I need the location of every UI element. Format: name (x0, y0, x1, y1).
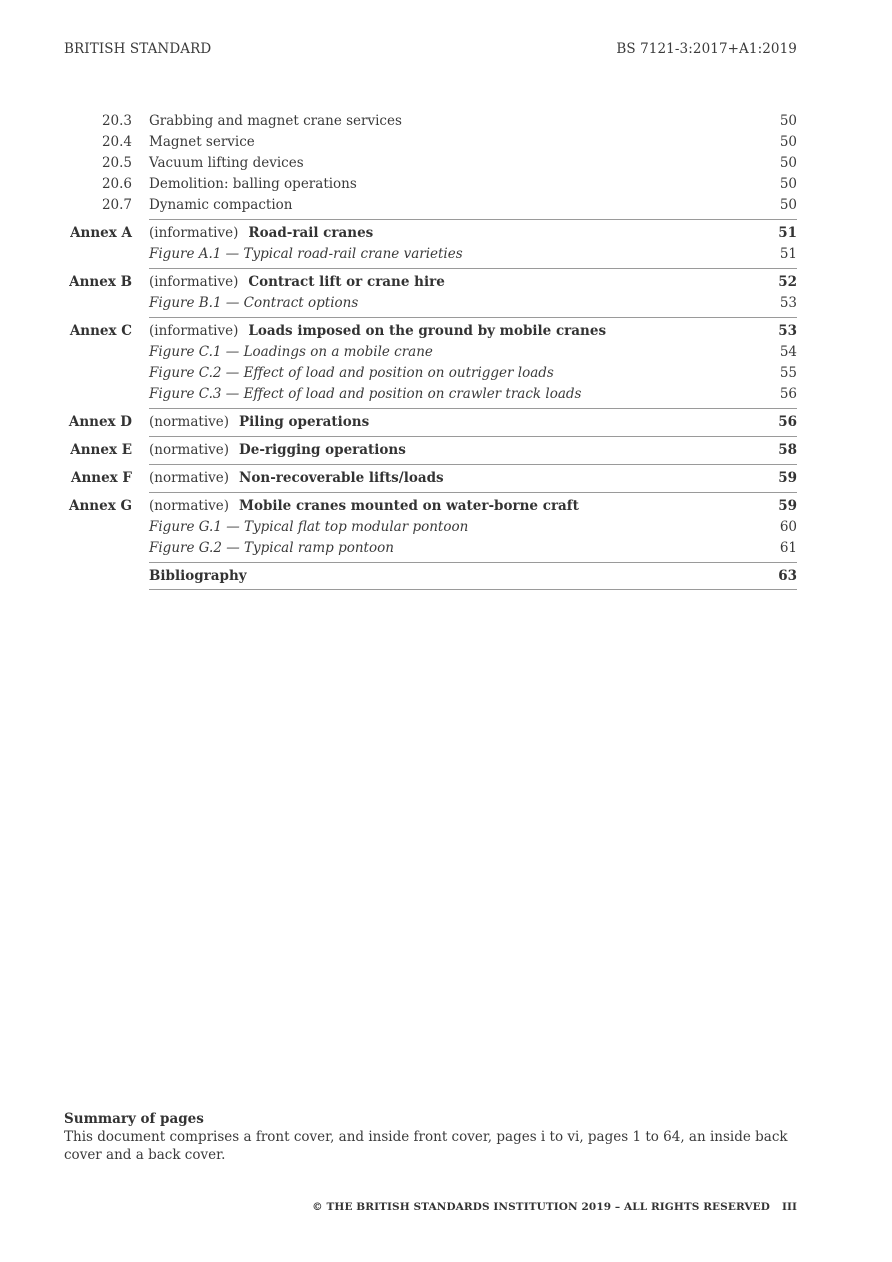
clause-title: Demolition: balling operations (149, 176, 357, 192)
page-number: 54 (779, 344, 797, 360)
annex-f-group (64, 464, 797, 492)
annex-kind: (informative) (149, 274, 239, 290)
toc-entry-figure[interactable] (64, 517, 797, 538)
annex-label: Annex E (70, 442, 132, 458)
page-number: 58 (778, 442, 797, 458)
toc-entry[interactable] (64, 153, 797, 174)
toc-entry-figure[interactable] (64, 293, 797, 314)
toc-entry-figure[interactable] (64, 342, 797, 363)
toc-entry-annex-g[interactable] (64, 496, 797, 517)
clause-title: Vacuum lifting devices (149, 155, 304, 171)
toc-entry-figure[interactable] (64, 384, 797, 405)
page-number: 50 (779, 134, 797, 150)
annex-label: Annex G (69, 498, 132, 514)
annex-kind: (normative) (149, 498, 230, 514)
page-number: 55 (779, 365, 797, 381)
page-number: 60 (779, 519, 797, 535)
copyright-notice: © THE BRITISH STANDARDS INSTITUTION 2019 – ALL RIGHTS RESERVED (312, 1201, 770, 1213)
clause-number: 20.4 (101, 134, 132, 150)
annex-label: Annex B (69, 274, 132, 290)
toc-entry-figure[interactable] (64, 538, 797, 559)
annex-kind: (normative) (149, 470, 230, 486)
figure-title: Figure C.3 — Effect of load and position on crawler track loads (149, 386, 582, 402)
annex-label: Annex F (70, 470, 132, 486)
footer-page-number: III (781, 1201, 797, 1213)
toc-entry-annex-f[interactable] (64, 468, 797, 489)
toc-entry-annex-a[interactable] (64, 223, 797, 244)
annex-title: Mobile cranes mounted on water-borne craft (239, 498, 579, 514)
figure-title: Figure A.1 — Typical road-rail crane varieties (149, 246, 463, 262)
table-of-contents (64, 111, 797, 590)
summary-title: Summary of pages (64, 1111, 204, 1127)
toc-entry[interactable] (64, 132, 797, 153)
annex-title: Non-recoverable lifts/loads (239, 470, 444, 486)
page-number: 52 (778, 274, 797, 290)
toc-entry-figure[interactable] (64, 363, 797, 384)
clause-list (64, 111, 797, 219)
header-right: BS 7121-3:2017+A1:2019 (616, 41, 797, 57)
page-number: 56 (778, 414, 797, 430)
header-left: BRITISH STANDARD (64, 41, 212, 57)
annex-g-group (64, 492, 797, 562)
clause-title: Dynamic compaction (149, 197, 293, 213)
page-number: 53 (779, 295, 797, 311)
page-number: 59 (778, 498, 797, 514)
annex-title: Road-rail cranes (248, 225, 374, 241)
figure-title: Figure B.1 — Contract options (149, 295, 359, 311)
clause-title: Magnet service (149, 134, 255, 150)
annex-d-group (64, 408, 797, 436)
summary-of-pages (64, 1110, 804, 1164)
toc-entry[interactable] (64, 195, 797, 216)
page-number: 53 (778, 323, 797, 339)
annex-kind: (informative) (149, 225, 239, 241)
annex-title: Loads imposed on the ground by mobile cranes (248, 323, 607, 339)
toc-entry-annex-b[interactable] (64, 272, 797, 293)
bibliography-title: Bibliography (149, 568, 247, 584)
toc-entry-annex-e[interactable] (64, 440, 797, 461)
toc-entry-annex-d[interactable] (64, 412, 797, 433)
page-header (64, 41, 797, 57)
annex-label: Annex C (69, 323, 132, 339)
annex-b-group (64, 268, 797, 317)
page-number: 51 (779, 246, 797, 262)
page-number: 50 (779, 113, 797, 129)
page-footer (312, 1201, 797, 1213)
clause-title: Grabbing and magnet crane services (149, 113, 402, 129)
page-number: 56 (779, 386, 797, 402)
annex-e-group (64, 436, 797, 464)
toc-entry-bibliography[interactable] (64, 566, 797, 587)
page-number: 50 (779, 176, 797, 192)
annex-title: Contract lift or crane hire (248, 274, 445, 290)
toc-entry-annex-c[interactable] (64, 321, 797, 342)
clause-number: 20.7 (101, 197, 132, 213)
toc-entry-figure[interactable] (64, 244, 797, 265)
annex-c-group (64, 317, 797, 408)
annex-label: Annex A (70, 225, 132, 241)
annex-label: Annex D (68, 414, 132, 430)
annex-kind: (informative) (149, 323, 239, 339)
toc-entry[interactable] (64, 111, 797, 132)
annex-title: Piling operations (239, 414, 370, 430)
bibliography-group (64, 562, 797, 590)
page-number: 51 (778, 225, 797, 241)
figure-title: Figure C.2 — Effect of load and position on outrigger loads (149, 365, 554, 381)
annex-kind: (normative) (149, 414, 230, 430)
page-number: 50 (779, 197, 797, 213)
annex-kind: (normative) (149, 442, 230, 458)
clause-number: 20.3 (101, 113, 132, 129)
annex-a-group (64, 219, 797, 268)
annex-title: De-rigging operations (239, 442, 406, 458)
figure-title: Figure G.2 — Typical ramp pontoon (149, 540, 394, 556)
page-number: 50 (779, 155, 797, 171)
toc-entry[interactable] (64, 174, 797, 195)
clause-number: 20.5 (101, 155, 132, 171)
clause-number: 20.6 (101, 176, 132, 192)
summary-text: This document comprises a front cover, and inside front cover, pages i to vi, pages 1 to 64, an inside back cover and a back cover. (64, 1129, 788, 1163)
figure-title: Figure G.1 — Typical flat top modular pontoon (149, 519, 469, 535)
figure-title: Figure C.1 — Loadings on a mobile crane (149, 344, 433, 360)
page-number: 61 (779, 540, 797, 556)
page-number: 59 (778, 470, 797, 486)
page-number: 63 (778, 568, 797, 584)
